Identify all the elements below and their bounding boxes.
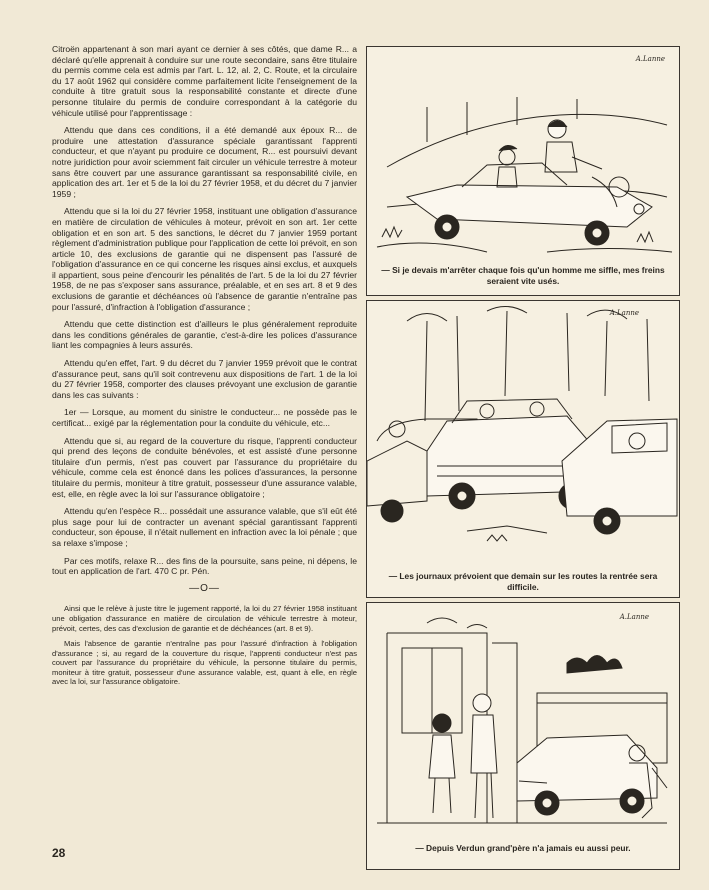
cartoon-panel-2	[366, 300, 680, 598]
commentary-paragraph: Ainsi que le relève à juste titre le jugement rapporté, la loi du 27 février 1958 instituant une obligation d'assurance en matière de circulation de véhicule terrestre à moteur, prévoit, certes, des cas d'exclusion de garantie et de déchéances (art. 8 et 9).	[52, 604, 357, 633]
cartoon-signature: A.Lanne	[609, 309, 639, 317]
article-column	[52, 44, 357, 693]
cartoon-caption: — Depuis Verdun grand'père n'a jamais eu aussi peur.	[415, 843, 631, 853]
article-paragraph: Attendu que si, au regard de la couverture du risque, l'apprenti conducteur qui prend des leçons de conduite bénévoles, et est assisté d'une personne titulaire d'un permis, n'est pas couvert par l'assurance du propriétaire du véhicule, comme cela est énoncé dans les polices d'assurances, la personne titulaire du permis, moniteur à titre gratuit, possesseur d'une assurance valable, est, elle, en règle avec la loi sur l'assurance obligatoire ;	[52, 435, 357, 499]
cartoon-signature: A.Lanne	[619, 613, 649, 621]
cartoon-panel-3	[366, 602, 680, 870]
article-paragraph: Attendu que dans ces conditions, il a été demandé aux époux R... de produire une attestation d'assurance spéciale garantissant l'apprenti conducteur, et que n'ayant pu produire ce document, R... est poursuivi devant notre juridiction pour avoir sciemment fait circuler un véhicule terrestre à moteur sans être couvert par une assurance garantissant sa responsabilité civile, en application des art. 1er et 5 de la loi du 27 février 1958, et du décret du 7 janvier 1959 ;	[52, 125, 357, 199]
page-number: 28	[52, 846, 66, 860]
cartoon-illustration-car-motorcycle	[367, 47, 679, 259]
cartoon-panel-1	[366, 46, 680, 296]
article-paragraph: Attendu qu'en l'espèce R... possédait une assurance valable, que s'il eût été plus sage pour lui de contracter un avenant spécial garantissant l'apprenti conducteur, son épouse, il n'était nullement en infraction avec la loi pénale ; que sa relaxe s'impose ;	[52, 506, 357, 548]
commentary-paragraph: Mais l'absence de garantie n'entraîne pas pour l'assuré d'infraction à l'obligation d'assurance ; si, au regard de la couverture du risque, l'apprenti conducteur n'est pas couvert par l'assurance du propriétaire du véhicule, la personne titulaire du permis, moniteur à titre gratuit, possesseur d'une assurance valable, est, quant à elle, en règle avec la loi, sur l'assurance obligatoire.	[52, 639, 357, 687]
article-paragraph: 1er — Lorsque, au moment du sinistre le conducteur... ne possède pas le certificat... exigé par la réglementation pour la conduite du véhicule, etc...	[52, 407, 357, 428]
section-separator: —O—	[189, 582, 220, 594]
article-paragraph: Attendu que si la loi du 27 février 1958, instituant une obligation d'assurance en matière de circulation de véhicules à moteur, prévoit en son art. 1er cette obligation et en son art. 5 des sanctions, le décret du 7 janvier 1959 portant règlement d'administration publique pour l'application de cette loi prévoit, en son article 10, des exclusions de garantie qui ne dispensent pas l'assuré de l'obligation d'assurance en ce qui concerne les risques ainsi exclus, et auxquels il appartient, sous peine d'encourir les pénalités de l'art. 5 de la loi du 27 février 1958, de ne pas s'exposer sans assurance, préalable, et en ses art. 8 et 9 des exclusions de garantie et déchéances où l'absence de garantie n'entraîne pas pour l'assuré, d'infraction à l'obligation d'assurance ;	[52, 206, 357, 312]
article-paragraph: Attendu qu'en effet, l'art. 9 du décret du 7 janvier 1959 prévoit que le contrat d'assurance peut, sans qu'il soit contrevenu aux dispositions de l'art. 1 de la loi du 27 février 1958, comporter des clauses prévoyant une exclusion de garantie dans les cas suivants :	[52, 358, 357, 400]
cartoon-illustration-garage-scene	[367, 603, 679, 835]
cartoon-caption: — Si je devais m'arrêter chaque fois qu'un homme me siffle, mes freins seraient vite usés.	[381, 265, 665, 286]
article-paragraph: Par ces motifs, relaxe R... des fins de la poursuite, sans peine, ni dépens, le tout en application de l'art. 470 C pr. Pén.	[52, 555, 357, 577]
cartoon-illustration-traffic-jam	[367, 301, 679, 563]
cartoon-caption: — Les journaux prévoient que demain sur les routes la rentrée sera difficile.	[388, 571, 658, 592]
cartoon-signature: A.Lanne	[635, 55, 665, 63]
article-paragraph: Citroën appartenant à son mari ayant ce dernier à ses côtés, que dame R... a déclaré qu'elle apprenait à conduire sur une route secondaire, sans être titulaire du permis comme cela est admis par l'art. L. 12, al. 2, C. Route, et la circulaire du 17 août 1962 qui considère comme parfaitement licite l'enseignement de la conduite à titre gratuit sous la responsabilité constante et directe d'une personne titulaire du permis de conduire correspondant à la catégorie du véhicule utilisé pour l'apprentissage :	[52, 44, 357, 118]
article-paragraph: Attendu que cette distinction est d'ailleurs le plus généralement reproduite dans les conditions générales de garantie, c'est-à-dire les polices d'assurance liant les compagnies à leurs assurés.	[52, 319, 357, 351]
